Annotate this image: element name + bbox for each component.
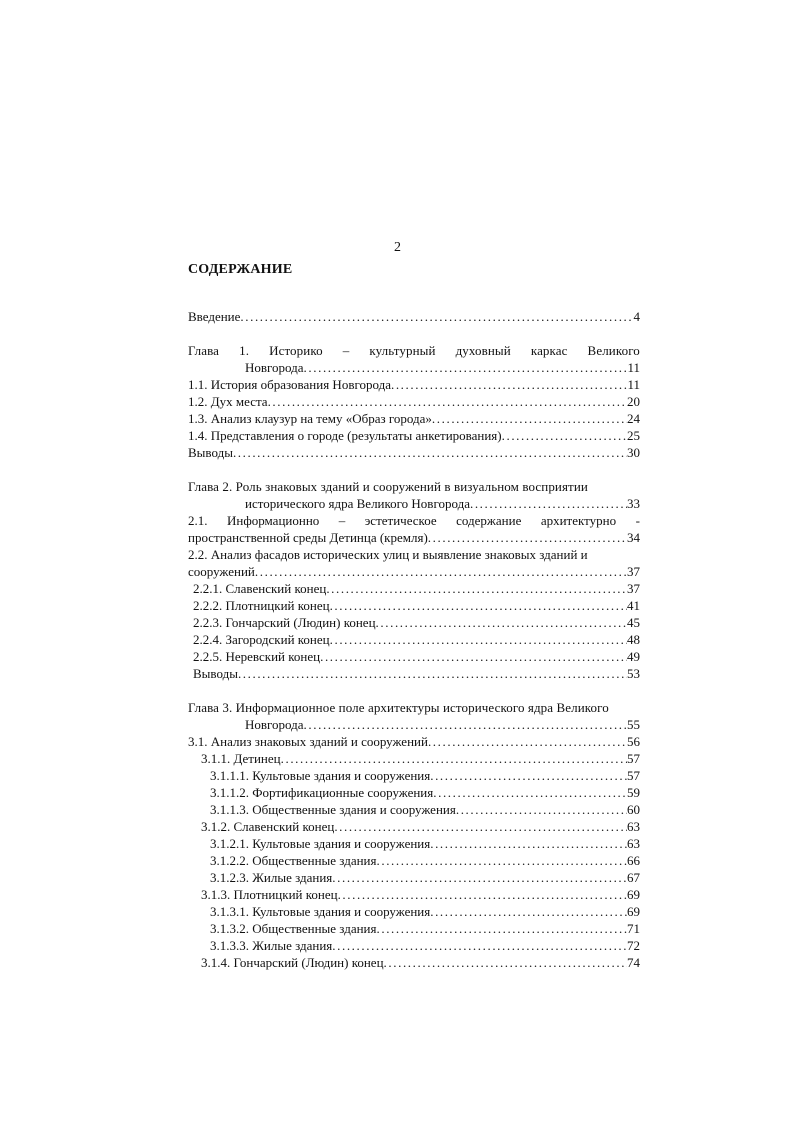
toc-entry[interactable]	[188, 920, 640, 937]
toc-entry-text: 3.1.3.3. Жилые здания	[210, 938, 333, 953]
toc-entry-text: 2.2.4. Загородский конец	[193, 632, 330, 647]
toc-entry-page: 33	[627, 496, 640, 511]
chapter-2-heading[interactable]: Глава 2. Роль знаковых зданий и сооружений в визуальном восприятии	[188, 479, 588, 494]
toc-entry-text: 3.1.1.2. Фортификационные сооружения	[210, 785, 434, 800]
toc-entry-text: 2.2.5. Неревский конец	[193, 649, 321, 664]
toc-entry[interactable]	[188, 580, 640, 597]
toc-entry[interactable]	[188, 886, 640, 903]
toc-entry[interactable]	[188, 801, 640, 818]
toc-leader	[330, 597, 627, 614]
toc-entry-page: 45	[627, 615, 640, 630]
toc-entry-text: 2.2.2. Плотницкий конец	[193, 598, 330, 613]
section-2-1-cont[interactable]	[188, 529, 640, 546]
toc-entry-text: 3.1.2.1. Культовые здания и сооружения	[210, 836, 431, 851]
section-2-2-cont[interactable]	[188, 563, 640, 580]
chapter-1-heading[interactable]	[188, 342, 640, 359]
toc-entry-page: 24	[627, 411, 640, 426]
toc-leader	[384, 954, 627, 971]
section-2-1-word: содержание	[456, 513, 522, 528]
toc-entry-page: 72	[627, 938, 640, 953]
toc-entry-page: 59	[627, 785, 640, 800]
toc-entry-page: 63	[627, 819, 640, 834]
toc-entry-page: 57	[627, 751, 640, 766]
toc-entry[interactable]	[188, 665, 640, 682]
section-2-1-word: –	[338, 513, 346, 528]
chapter-1-word: Глава	[188, 343, 220, 358]
toc-entry-text: 1.3. Анализ клаузур на тему «Образ города»	[188, 411, 432, 426]
toc-entry[interactable]	[188, 410, 640, 427]
chapter-1-word: 1.	[239, 343, 250, 358]
chapter-1-word: духовный	[455, 343, 511, 358]
section-2-1-word: 2.1.	[188, 513, 208, 528]
toc-entry[interactable]	[188, 767, 640, 784]
toc-entry-text: Новгорода	[245, 717, 304, 732]
toc-entry-text: Новгорода	[245, 360, 304, 375]
toc-leader	[433, 784, 627, 801]
toc-leader	[432, 410, 627, 427]
chapter-1-word: каркас	[530, 343, 568, 358]
toc-leader	[430, 835, 627, 852]
toc-entry[interactable]	[188, 750, 640, 767]
toc-entry-page: 41	[627, 598, 640, 613]
toc-leader	[330, 631, 627, 648]
toc-entry[interactable]	[188, 393, 640, 410]
toc-entry-page: 56	[627, 734, 640, 749]
toc-entry-text: пространственной среды Детинца (кремля)	[188, 530, 428, 545]
toc-leader	[326, 580, 627, 597]
toc-entry-page: 49	[627, 649, 640, 664]
toc-leader	[268, 393, 627, 410]
toc-entry-page: 37	[627, 564, 640, 579]
section-3-1[interactable]	[188, 733, 640, 750]
toc-entry-page: 37	[627, 581, 640, 596]
chapter-2-heading-cont[interactable]	[188, 495, 640, 512]
toc-entry-text: 3.1.2.3. Жилые здания	[210, 870, 333, 885]
chapter-1-heading-cont[interactable]	[188, 359, 640, 376]
toc-entry-page: 11	[627, 360, 640, 375]
section-2-1-word: архитектурно	[540, 513, 617, 528]
toc-entry-page: 69	[627, 887, 640, 902]
toc-entry-intro[interactable]	[188, 308, 640, 325]
toc-entry-page: 53	[627, 666, 640, 681]
toc-entry-text: Выводы	[193, 666, 238, 681]
toc-entry-page: 60	[627, 802, 640, 817]
page-number: 2	[394, 240, 401, 255]
toc-entry-text: 3.1.3.1. Культовые здания и сооружения	[210, 904, 431, 919]
toc-leader	[430, 767, 627, 784]
toc-entry-text: 2.2.1. Славенский конец	[193, 581, 327, 596]
table-of-contents	[188, 308, 640, 971]
toc-leader	[332, 937, 627, 954]
chapter-1-word: Великого	[587, 343, 640, 358]
toc-leader	[255, 563, 627, 580]
toc-entry-text: 3.1.4. Гончарский (Людин) конец	[201, 955, 384, 970]
toc-entry-text: 3.1.3.2. Общественные здания	[210, 921, 377, 936]
toc-entry-text: 1.2. Дух места	[188, 394, 268, 409]
toc-entry-page: 34	[627, 530, 640, 545]
toc-entry-page: 57	[627, 768, 640, 783]
toc-entry-page: 20	[627, 394, 640, 409]
toc-entry-page: 4	[633, 309, 640, 324]
toc-entry-text: Выводы	[188, 445, 233, 460]
toc-leader	[304, 359, 628, 376]
toc-entry-text: Введение	[188, 309, 241, 324]
chapter-3-heading-cont[interactable]	[188, 716, 640, 733]
toc-entry-text: 3.1.1.3. Общественные здания и сооружения	[210, 802, 456, 817]
toc-entry-text: 3.1.2.2. Общественные здания	[210, 853, 377, 868]
toc-entry[interactable]	[188, 835, 640, 852]
toc-entry-text: 1.4. Представления о городе (результаты анкетирования)	[188, 428, 502, 443]
chapter-1-word: культурный	[369, 343, 436, 358]
toc-entry-page: 66	[627, 853, 640, 868]
toc-entry[interactable]	[188, 427, 640, 444]
toc-entry-page: 55	[627, 717, 640, 732]
toc-entry-text: 3.1.2. Славенский конец	[201, 819, 335, 834]
toc-leader	[428, 529, 627, 546]
toc-leader	[240, 308, 633, 325]
toc-entry-text: 3.1.3. Плотницкий конец	[201, 887, 338, 902]
toc-leader	[376, 614, 627, 631]
toc-entry[interactable]	[188, 631, 640, 648]
toc-entry-page: 30	[627, 445, 640, 460]
toc-entry-page: 71	[627, 921, 640, 936]
toc-entry-text: исторического ядра Великого Новгорода	[245, 496, 470, 511]
toc-leader	[430, 903, 627, 920]
chapter-1-word: Историко	[269, 343, 323, 358]
toc-entry[interactable]	[188, 784, 640, 801]
toc-entry-page: 74	[627, 955, 640, 970]
toc-leader	[332, 869, 627, 886]
toc-entry-text: 2.2.3. Гончарский (Людин) конец	[193, 615, 376, 630]
toc-entry[interactable]	[188, 444, 640, 461]
toc-entry-text: сооружений	[188, 564, 255, 579]
toc-entry[interactable]	[188, 852, 640, 869]
toc-leader	[428, 733, 627, 750]
toc-entry[interactable]	[188, 376, 640, 393]
section-2-1-word: эстетическое	[364, 513, 437, 528]
toc-leader	[238, 665, 627, 682]
toc-entry[interactable]	[188, 954, 640, 971]
page-title: СОДЕРЖАНИЕ	[188, 262, 293, 277]
toc-entry[interactable]	[188, 869, 640, 886]
toc-entry[interactable]	[188, 818, 640, 835]
section-2-1-heading[interactable]	[188, 512, 640, 529]
toc-entry-page: 67	[627, 870, 640, 885]
toc-entry[interactable]	[188, 597, 640, 614]
toc-leader	[338, 886, 627, 903]
toc-entry-page: 11	[627, 377, 640, 392]
section-2-1-word: Информационно	[226, 513, 320, 528]
toc-leader	[377, 852, 628, 869]
toc-leader	[320, 648, 627, 665]
toc-entry[interactable]	[188, 648, 640, 665]
toc-leader	[377, 920, 628, 937]
section-2-1-word: -	[635, 513, 640, 528]
toc-entry-text: 1.1. История образования Новгорода	[188, 377, 391, 392]
chapter-1-word: –	[342, 343, 350, 358]
toc-entry[interactable]	[188, 937, 640, 954]
toc-leader	[470, 495, 627, 512]
toc-entry-page: 25	[627, 428, 640, 443]
toc-entry-page: 48	[627, 632, 640, 647]
toc-leader	[502, 427, 627, 444]
toc-entry[interactable]	[188, 903, 640, 920]
toc-entry[interactable]	[188, 614, 640, 631]
toc-leader	[233, 444, 627, 461]
chapter-3-heading[interactable]: Глава 3. Информационное поле архитектуры исторического ядра Великого	[188, 700, 609, 715]
toc-entry-page: 63	[627, 836, 640, 851]
section-2-2-heading[interactable]: 2.2. Анализ фасадов исторических улиц и выявление знаковых зданий и	[188, 547, 588, 562]
toc-leader	[456, 801, 627, 818]
toc-entry-text: 3.1.1.1. Культовые здания и сооружения	[210, 768, 431, 783]
toc-entry-text: 3.1.1. Детинец	[201, 751, 281, 766]
toc-leader	[281, 750, 627, 767]
toc-entry-text: 3.1. Анализ знаковых зданий и сооружений	[188, 734, 428, 749]
toc-leader	[304, 716, 627, 733]
toc-leader	[391, 376, 627, 393]
toc-leader	[334, 818, 627, 835]
toc-entry-page: 69	[627, 904, 640, 919]
